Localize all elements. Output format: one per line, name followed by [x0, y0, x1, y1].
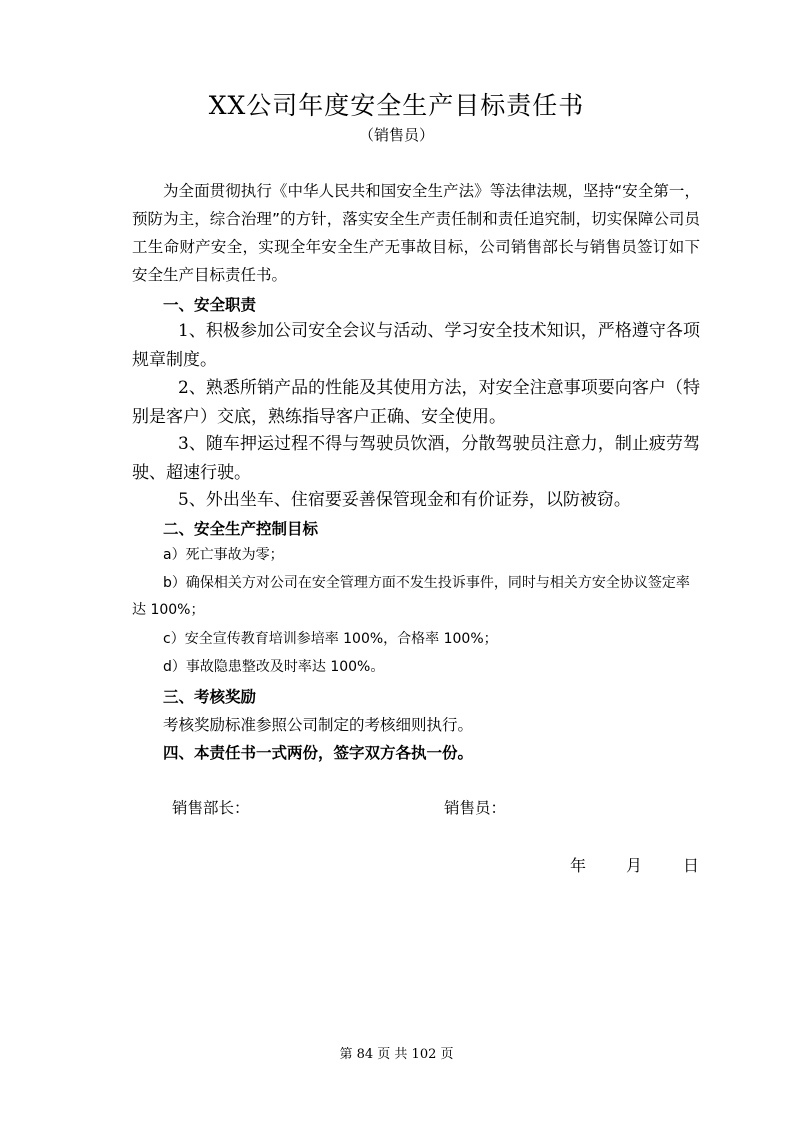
- target-item-c: c）安全宣传教育培训参培率 100%，合格率 100%；: [163, 631, 498, 647]
- duty-item-5: 5、外出坐车、住宿要妥善保管现金和有价证券，以防被窃。: [178, 490, 631, 510]
- section-4-heading: 四、本责任书一式两份，签字双方各执一份。: [163, 744, 474, 762]
- document-title: XX公司年度安全生产目标责任书: [208, 91, 585, 120]
- section-1-heading: 一、安全职责: [163, 296, 257, 314]
- intro-paragraph: 为全面贯彻执行《中华人民共和国安全生产法》等法律法规，坚持“安全第一，预防为主，综合治理”的方针，落实安全生产责任制和责任追究制，切实保障公司员工生命财产安全，实现全年安全生产无事故目标，公司销售部长与销售员签订如下安全生产目标责任书。: [132, 182, 700, 284]
- date-month: 月: [626, 856, 643, 875]
- section-2-heading: 二、安全生产控制目标: [163, 520, 319, 538]
- date-year: 年: [570, 856, 587, 875]
- section-3-heading: 三、考核奖励: [163, 688, 257, 706]
- duty-item-1: 1、积极参加公司安全会议与活动、学习安全技术知识，严格遵守各项规章制度。: [132, 321, 700, 370]
- signature-salesperson: 销售员：: [444, 799, 507, 817]
- signature-sales-manager: 销售部长：: [172, 799, 250, 817]
- section-3-text: 考核奖励标准参照公司制定的考核细则执行。: [163, 716, 474, 734]
- target-item-d: d）事故隐患整改及时率达 100%。: [163, 659, 385, 675]
- document-subtitle: （销售员）: [358, 126, 434, 144]
- duty-item-3: 3、随车押运过程不得与驾驶员饮酒，分散驾驶员注意力，制止疲劳驾驶、超速行驶。: [132, 434, 700, 483]
- duty-item-2: 2、熟悉所销产品的性能及其使用方法，对安全注意事项要向客户（特别是客户）交底，熟练指导客户正确、安全使用。: [132, 378, 700, 427]
- page-number-footer: 第 84 页 共 102 页: [339, 1047, 454, 1062]
- target-item-b: b）确保相关方对公司在安全管理方面不发生投诉事件，同时与相关方安全协议签定率达 100%；: [132, 575, 690, 618]
- target-item-a: a）死亡事故为零；: [163, 547, 284, 563]
- date-day: 日: [683, 856, 700, 875]
